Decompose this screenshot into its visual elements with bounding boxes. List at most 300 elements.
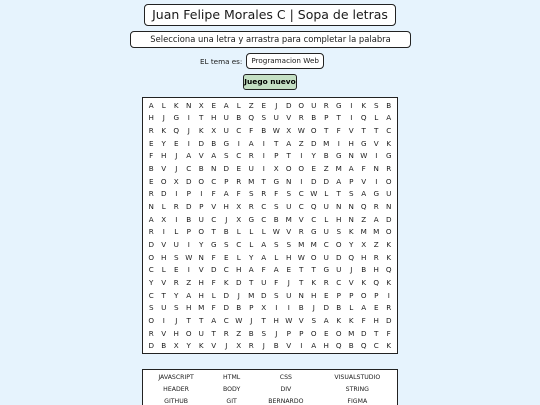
grid-cell[interactable]: N: [348, 214, 354, 224]
grid-cell[interactable]: Q: [248, 113, 255, 123]
grid-cell[interactable]: C: [236, 239, 242, 249]
grid-cell[interactable]: B: [348, 341, 354, 351]
grid-cell[interactable]: S: [336, 227, 342, 237]
grid-cell[interactable]: T: [249, 277, 254, 287]
grid-cell[interactable]: B: [161, 341, 167, 351]
grid-cell[interactable]: L: [161, 265, 166, 275]
grid-cell[interactable]: B: [198, 164, 204, 174]
grid-cell[interactable]: E: [148, 176, 154, 186]
grid-cell[interactable]: A: [248, 138, 254, 148]
grid-cell[interactable]: Q: [360, 113, 367, 123]
grid-cell[interactable]: J: [262, 341, 265, 351]
grid-cell[interactable]: P: [349, 290, 354, 300]
grid-cell[interactable]: V: [348, 277, 354, 287]
grid-cell[interactable]: L: [249, 227, 254, 237]
grid-cell[interactable]: S: [311, 315, 317, 325]
grid-cell[interactable]: H: [148, 113, 154, 123]
grid-cell[interactable]: J: [175, 151, 178, 161]
grid-cell[interactable]: D: [160, 189, 167, 199]
grid-cell[interactable]: J: [175, 164, 178, 174]
grid-cell[interactable]: H: [173, 328, 179, 338]
grid-cell[interactable]: I: [375, 151, 378, 161]
grid-cell[interactable]: A: [273, 265, 279, 275]
grid-cell[interactable]: W: [185, 252, 193, 262]
grid-cell[interactable]: R: [173, 277, 179, 287]
grid-cell[interactable]: B: [298, 303, 304, 313]
grid-cell[interactable]: T: [361, 126, 366, 136]
grid-cell[interactable]: A: [223, 189, 229, 199]
grid-cell[interactable]: Z: [373, 239, 379, 249]
grid-cell[interactable]: P: [274, 151, 279, 161]
grid-cell[interactable]: L: [324, 214, 329, 224]
grid-cell[interactable]: F: [236, 189, 241, 199]
grid-cell[interactable]: M: [373, 227, 380, 237]
grid-cell[interactable]: J: [275, 100, 278, 110]
grid-cell[interactable]: Q: [173, 126, 180, 136]
grid-cell[interactable]: D: [210, 265, 217, 275]
grid-cell[interactable]: A: [286, 138, 292, 148]
grid-cell[interactable]: Y: [174, 290, 179, 300]
grid-cell[interactable]: C: [236, 151, 242, 161]
grid-cell[interactable]: P: [374, 290, 379, 300]
grid-cell[interactable]: Z: [361, 214, 367, 224]
grid-cell[interactable]: V: [161, 277, 167, 287]
grid-cell[interactable]: X: [198, 100, 204, 110]
grid-cell[interactable]: P: [286, 328, 291, 338]
grid-cell[interactable]: B: [336, 303, 342, 313]
grid-cell[interactable]: K: [173, 100, 179, 110]
grid-cell[interactable]: A: [386, 113, 392, 123]
grid-cell[interactable]: V: [361, 176, 367, 186]
grid-cell[interactable]: K: [198, 126, 204, 136]
grid-cell[interactable]: B: [361, 265, 367, 275]
grid-cell[interactable]: T: [274, 138, 279, 148]
grid-cell[interactable]: I: [162, 315, 165, 325]
grid-cell[interactable]: F: [361, 315, 366, 325]
grid-cell[interactable]: F: [274, 189, 279, 199]
grid-cell[interactable]: J: [275, 328, 278, 338]
grid-cell[interactable]: I: [187, 239, 190, 249]
grid-cell[interactable]: I: [300, 176, 303, 186]
grid-cell[interactable]: Q: [348, 252, 355, 262]
grid-cell[interactable]: V: [198, 265, 204, 275]
grid-cell[interactable]: W: [285, 315, 293, 325]
grid-cell[interactable]: C: [148, 290, 154, 300]
grid-cell[interactable]: L: [161, 100, 166, 110]
grid-cell[interactable]: S: [373, 100, 379, 110]
grid-cell[interactable]: M: [335, 164, 342, 174]
grid-cell[interactable]: L: [236, 252, 241, 262]
grid-cell[interactable]: A: [261, 252, 267, 262]
grid-cell[interactable]: D: [148, 239, 155, 249]
grid-cell[interactable]: M: [198, 303, 205, 313]
grid-cell[interactable]: P: [299, 328, 304, 338]
grid-cell[interactable]: P: [336, 290, 341, 300]
grid-cell[interactable]: U: [273, 113, 279, 123]
grid-cell[interactable]: D: [385, 315, 392, 325]
grid-cell[interactable]: U: [261, 277, 267, 287]
grid-cell[interactable]: E: [148, 138, 154, 148]
grid-cell[interactable]: O: [298, 164, 305, 174]
grid-cell[interactable]: B: [261, 126, 267, 136]
grid-cell[interactable]: J: [225, 214, 228, 224]
grid-cell[interactable]: K: [223, 277, 229, 287]
grid-cell[interactable]: J: [312, 303, 315, 313]
grid-cell[interactable]: J: [350, 265, 353, 275]
grid-cell[interactable]: B: [323, 151, 329, 161]
grid-cell[interactable]: H: [286, 252, 292, 262]
grid-cell[interactable]: T: [186, 315, 191, 325]
grid-cell[interactable]: O: [310, 328, 317, 338]
grid-cell[interactable]: F: [211, 277, 216, 287]
grid-cell[interactable]: H: [361, 252, 367, 262]
grid-cell[interactable]: H: [236, 265, 242, 275]
grid-cell[interactable]: X: [236, 214, 242, 224]
grid-cell[interactable]: D: [223, 164, 230, 174]
grid-cell[interactable]: I: [287, 303, 290, 313]
grid-cell[interactable]: F: [211, 252, 216, 262]
grid-cell[interactable]: T: [311, 265, 316, 275]
grid-cell[interactable]: U: [323, 227, 329, 237]
grid-cell[interactable]: C: [386, 126, 392, 136]
grid-cell[interactable]: F: [274, 277, 279, 287]
grid-cell[interactable]: R: [386, 303, 392, 313]
grid-cell[interactable]: I: [175, 189, 178, 199]
grid-cell[interactable]: G: [273, 176, 280, 186]
grid-cell[interactable]: U: [161, 303, 167, 313]
grid-cell[interactable]: I: [237, 138, 240, 148]
grid-cell[interactable]: L: [324, 189, 329, 199]
grid-cell[interactable]: L: [374, 113, 379, 123]
grid-cell[interactable]: R: [248, 341, 254, 351]
grid-cell[interactable]: W: [272, 227, 280, 237]
grid-cell[interactable]: I: [300, 341, 303, 351]
grid-cell[interactable]: V: [161, 164, 167, 174]
grid-cell[interactable]: J: [237, 290, 240, 300]
grid-cell[interactable]: K: [161, 126, 167, 136]
grid-cell[interactable]: R: [148, 189, 154, 199]
grid-cell[interactable]: A: [148, 100, 154, 110]
grid-cell[interactable]: P: [249, 303, 254, 313]
grid-cell[interactable]: E: [323, 328, 329, 338]
grid-cell[interactable]: I: [262, 164, 265, 174]
grid-cell[interactable]: C: [336, 277, 342, 287]
grid-cell[interactable]: H: [348, 138, 354, 148]
grid-cell[interactable]: B: [211, 138, 217, 148]
grid-cell[interactable]: N: [348, 151, 354, 161]
grid-cell[interactable]: H: [311, 290, 317, 300]
grid-cell[interactable]: J: [225, 341, 228, 351]
grid-cell[interactable]: D: [360, 328, 367, 338]
grid-cell[interactable]: F: [149, 151, 154, 161]
grid-cell[interactable]: B: [186, 214, 192, 224]
grid-cell[interactable]: D: [185, 176, 192, 186]
grid-cell[interactable]: O: [385, 227, 392, 237]
grid-cell[interactable]: S: [261, 113, 267, 123]
grid-cell[interactable]: V: [286, 341, 292, 351]
grid-cell[interactable]: E: [173, 265, 179, 275]
grid-cell[interactable]: C: [311, 214, 317, 224]
grid-cell[interactable]: A: [148, 214, 154, 224]
grid-cell[interactable]: C: [373, 341, 379, 351]
grid-cell[interactable]: S: [148, 303, 154, 313]
grid-cell[interactable]: G: [335, 100, 342, 110]
grid-cell[interactable]: W: [310, 189, 318, 199]
grid-cell[interactable]: D: [285, 100, 292, 110]
grid-cell[interactable]: T: [299, 265, 304, 275]
grid-cell[interactable]: O: [310, 252, 317, 262]
grid-cell[interactable]: U: [198, 214, 204, 224]
grid-cell[interactable]: X: [286, 126, 292, 136]
grid-cell[interactable]: N: [336, 202, 342, 212]
grid-cell[interactable]: G: [310, 227, 317, 237]
grid-cell[interactable]: C: [236, 126, 242, 136]
grid-cell[interactable]: Z: [298, 138, 304, 148]
grid-cell[interactable]: U: [223, 113, 229, 123]
grid-cell[interactable]: I: [350, 113, 353, 123]
grid-cell[interactable]: D: [148, 341, 155, 351]
grid-cell[interactable]: F: [386, 328, 391, 338]
grid-cell[interactable]: C: [211, 214, 217, 224]
grid-cell[interactable]: L: [236, 227, 241, 237]
grid-cell[interactable]: D: [310, 138, 317, 148]
grid-cell[interactable]: I: [187, 138, 190, 148]
grid-cell[interactable]: H: [373, 315, 379, 325]
grid-cell[interactable]: E: [211, 100, 217, 110]
grid-cell[interactable]: U: [286, 202, 292, 212]
grid-cell[interactable]: T: [336, 113, 341, 123]
grid-cell[interactable]: C: [223, 265, 229, 275]
grid-cell[interactable]: D: [335, 252, 342, 262]
grid-cell[interactable]: W: [272, 126, 280, 136]
grid-cell[interactable]: T: [211, 328, 216, 338]
grid-cell[interactable]: T: [374, 328, 379, 338]
grid-cell[interactable]: Y: [199, 239, 204, 249]
grid-cell[interactable]: J: [287, 277, 290, 287]
grid-cell[interactable]: N: [386, 202, 392, 212]
grid-cell[interactable]: D: [223, 303, 230, 313]
grid-cell[interactable]: D: [223, 290, 230, 300]
grid-cell[interactable]: E: [286, 265, 292, 275]
grid-cell[interactable]: L: [349, 303, 354, 313]
grid-cell[interactable]: R: [323, 277, 329, 287]
grid-cell[interactable]: R: [373, 202, 379, 212]
grid-cell[interactable]: J: [175, 315, 178, 325]
grid-cell[interactable]: K: [386, 252, 392, 262]
grid-cell[interactable]: B: [148, 164, 154, 174]
grid-cell[interactable]: S: [286, 189, 292, 199]
grid-cell[interactable]: Z: [186, 277, 192, 287]
grid-cell[interactable]: A: [323, 315, 329, 325]
grid-cell[interactable]: O: [310, 126, 317, 136]
new-game-button[interactable]: Juego nuevo: [243, 74, 297, 90]
grid-cell[interactable]: S: [173, 303, 179, 313]
grid-cell[interactable]: U: [336, 265, 342, 275]
grid-cell[interactable]: Y: [311, 151, 316, 161]
grid-cell[interactable]: E: [323, 290, 329, 300]
grid-cell[interactable]: Q: [360, 202, 367, 212]
grid-cell[interactable]: G: [248, 214, 255, 224]
grid-cell[interactable]: C: [323, 239, 329, 249]
grid-cell[interactable]: W: [297, 252, 305, 262]
grid-cell[interactable]: G: [323, 265, 330, 275]
grid-cell[interactable]: O: [335, 239, 342, 249]
grid-cell[interactable]: R: [248, 202, 254, 212]
grid-cell[interactable]: N: [298, 290, 304, 300]
grid-cell[interactable]: S: [273, 239, 279, 249]
grid-cell[interactable]: V: [373, 138, 379, 148]
grid-cell[interactable]: X: [273, 164, 279, 174]
grid-cell[interactable]: G: [173, 113, 180, 123]
grid-cell[interactable]: L: [274, 252, 279, 262]
grid-cell[interactable]: L: [174, 227, 179, 237]
grid-cell[interactable]: X: [173, 341, 179, 351]
grid-cell[interactable]: O: [298, 100, 305, 110]
grid-cell[interactable]: S: [286, 239, 292, 249]
grid-cell[interactable]: L: [261, 227, 266, 237]
grid-cell[interactable]: C: [298, 189, 304, 199]
grid-cell[interactable]: Y: [249, 252, 254, 262]
grid-cell[interactable]: J: [162, 113, 165, 123]
grid-cell[interactable]: I: [300, 151, 303, 161]
grid-cell[interactable]: C: [148, 265, 154, 275]
grid-cell[interactable]: K: [361, 100, 367, 110]
grid-cell[interactable]: L: [211, 290, 216, 300]
grid-cell[interactable]: W: [235, 315, 243, 325]
grid-cell[interactable]: V: [161, 239, 167, 249]
grid-cell[interactable]: D: [235, 277, 242, 287]
grid-cell[interactable]: S: [173, 252, 179, 262]
grid-cell[interactable]: V: [211, 341, 217, 351]
grid-cell[interactable]: K: [311, 277, 317, 287]
grid-cell[interactable]: V: [211, 202, 217, 212]
grid-cell[interactable]: K: [386, 341, 392, 351]
grid-cell[interactable]: M: [248, 290, 255, 300]
grid-cell[interactable]: P: [186, 227, 191, 237]
grid-cell[interactable]: B: [273, 341, 279, 351]
grid-cell[interactable]: R: [386, 164, 392, 174]
grid-cell[interactable]: U: [248, 164, 254, 174]
grid-cell[interactable]: S: [261, 328, 267, 338]
grid-cell[interactable]: I: [350, 100, 353, 110]
grid-cell[interactable]: O: [285, 164, 292, 174]
grid-cell[interactable]: V: [286, 113, 292, 123]
grid-cell[interactable]: X: [361, 239, 367, 249]
grid-cell[interactable]: N: [348, 202, 354, 212]
grid-cell[interactable]: N: [373, 164, 379, 174]
grid-cell[interactable]: D: [323, 176, 330, 186]
grid-cell[interactable]: B: [248, 328, 254, 338]
grid-cell[interactable]: L: [236, 100, 241, 110]
grid-cell[interactable]: H: [198, 290, 204, 300]
grid-cell[interactable]: S: [348, 189, 354, 199]
grid-cell[interactable]: V: [286, 227, 292, 237]
grid-cell[interactable]: B: [273, 214, 279, 224]
grid-cell[interactable]: C: [186, 164, 192, 174]
grid-cell[interactable]: D: [310, 176, 317, 186]
grid-cell[interactable]: L: [161, 202, 166, 212]
grid-cell[interactable]: E: [311, 164, 317, 174]
grid-cell[interactable]: O: [360, 290, 367, 300]
grid-cell[interactable]: Q: [385, 265, 392, 275]
grid-cell[interactable]: T: [324, 126, 329, 136]
grid-cell[interactable]: R: [298, 113, 304, 123]
grid-cell[interactable]: R: [373, 252, 379, 262]
grid-cell[interactable]: T: [211, 227, 216, 237]
grid-cell[interactable]: M: [285, 214, 292, 224]
grid-cell[interactable]: I: [187, 265, 190, 275]
grid-cell[interactable]: I: [200, 189, 203, 199]
grid-cell[interactable]: B: [311, 113, 317, 123]
grid-cell[interactable]: T: [286, 151, 291, 161]
grid-cell[interactable]: K: [198, 341, 204, 351]
grid-cell[interactable]: L: [249, 239, 254, 249]
grid-cell[interactable]: N: [211, 164, 217, 174]
grid-cell[interactable]: K: [361, 277, 367, 287]
grid-cell[interactable]: K: [386, 239, 392, 249]
grid-cell[interactable]: S: [273, 202, 279, 212]
grid-cell[interactable]: P: [324, 113, 329, 123]
grid-cell[interactable]: S: [223, 239, 229, 249]
grid-cell[interactable]: K: [336, 315, 342, 325]
grid-cell[interactable]: B: [236, 113, 242, 123]
grid-cell[interactable]: C: [223, 315, 229, 325]
grid-cell[interactable]: G: [373, 189, 380, 199]
grid-cell[interactable]: Z: [236, 328, 242, 338]
grid-cell[interactable]: H: [323, 341, 329, 351]
grid-cell[interactable]: H: [198, 277, 204, 287]
grid-cell[interactable]: M: [248, 176, 255, 186]
grid-cell[interactable]: Z: [323, 164, 329, 174]
grid-cell[interactable]: Z: [248, 100, 254, 110]
grid-cell[interactable]: T: [199, 113, 204, 123]
grid-cell[interactable]: T: [336, 189, 341, 199]
grid-cell[interactable]: D: [260, 290, 267, 300]
grid-cell[interactable]: O: [385, 176, 392, 186]
grid-cell[interactable]: M: [298, 239, 305, 249]
grid-cell[interactable]: H: [373, 265, 379, 275]
grid-cell[interactable]: K: [386, 138, 392, 148]
grid-cell[interactable]: K: [348, 227, 354, 237]
grid-cell[interactable]: G: [385, 151, 392, 161]
grid-cell[interactable]: Q: [335, 341, 342, 351]
grid-cell[interactable]: N: [286, 176, 292, 186]
grid-cell[interactable]: A: [361, 303, 367, 313]
grid-cell[interactable]: W: [297, 126, 305, 136]
grid-cell[interactable]: H: [211, 113, 217, 123]
grid-cell[interactable]: E: [223, 252, 229, 262]
grid-cell[interactable]: A: [211, 151, 217, 161]
grid-cell[interactable]: A: [261, 239, 267, 249]
grid-cell[interactable]: H: [223, 202, 229, 212]
grid-cell[interactable]: Y: [161, 138, 166, 148]
grid-cell[interactable]: D: [185, 202, 192, 212]
grid-cell[interactable]: J: [250, 315, 253, 325]
grid-cell[interactable]: O: [198, 176, 205, 186]
grid-cell[interactable]: P: [186, 189, 191, 199]
grid-cell[interactable]: T: [161, 290, 166, 300]
grid-cell[interactable]: Q: [310, 202, 317, 212]
grid-cell[interactable]: R: [148, 227, 154, 237]
grid-cell[interactable]: M: [348, 328, 355, 338]
grid-cell[interactable]: F: [261, 265, 266, 275]
grid-cell[interactable]: V: [198, 151, 204, 161]
grid-cell[interactable]: R: [173, 202, 179, 212]
grid-cell[interactable]: W: [360, 151, 368, 161]
grid-cell[interactable]: U: [286, 290, 292, 300]
grid-cell[interactable]: X: [261, 303, 267, 313]
grid-cell[interactable]: G: [223, 138, 230, 148]
